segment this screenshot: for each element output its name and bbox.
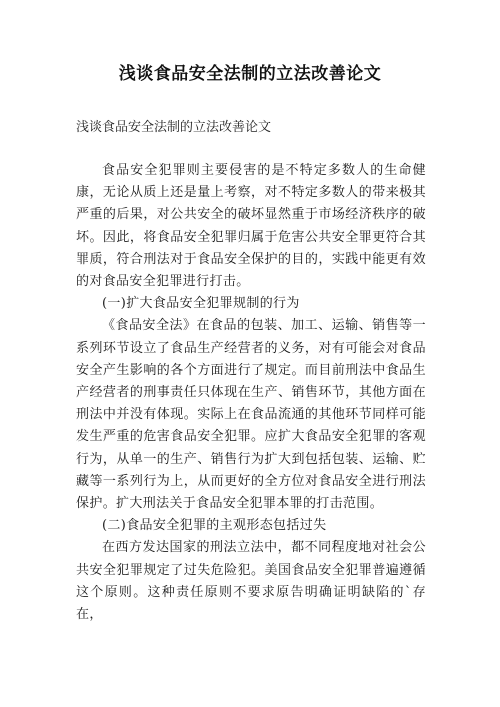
document-subtitle: 浅谈食品安全法制的立法改善论文 (76, 120, 272, 135)
paragraph: 在西方发达国家的刑法立法中，都不同程度地对社会公共安全犯罪规定了过失危险犯。美国食品安全犯罪普遍遵循这个原则。这种责任原则不要求原告明确证明缺陷的`存在， (76, 540, 426, 623)
section-heading: (二)食品安全犯罪的主观形态包括过失 (102, 518, 327, 534)
section-heading: (一)扩大食品安全犯罪规制的行为 (102, 296, 300, 312)
paragraph: 《食品安全法》在食品的包装、加工、运输、销售等一系列环节设立了食品生产经营者的义务，对有可能会对食品安全产生影响的各个方面进行了规定。而目前刑法中食品生产经营者的刑事责任只体现在生产、销售环节，其他方面在刑法中并没有体现。实际上在食品流通的其他环节同样可能发生严重的危害食品安全犯罪。应扩大食品安全犯罪的客观行为，从单一的生产、销售行为扩大到包括包装、运输、贮藏等一系列行为上，从而更好的全方位对食品安全进行刑法保护。扩大刑法关于食品安全犯罪本罪的打击范围。 (76, 318, 426, 512)
paragraph: 食品安全犯罪则主要侵害的是不特定多数人的生命健康，无论从质上还是量上考察，对不特定多数人的带来极其严重的后果，对公共安全的破坏显然重于市场经济秩序的破坏。因此，将食品安全犯罪归属于危害公共安全罪更符合其罪质，符合刑法对于食品安全保护的目的，实践中能更有效的对食品安全犯罪进行打击。 (76, 163, 426, 290)
document-title: 浅谈食品安全法制的立法改善论文 (118, 64, 382, 84)
document-body (76, 160, 426, 626)
